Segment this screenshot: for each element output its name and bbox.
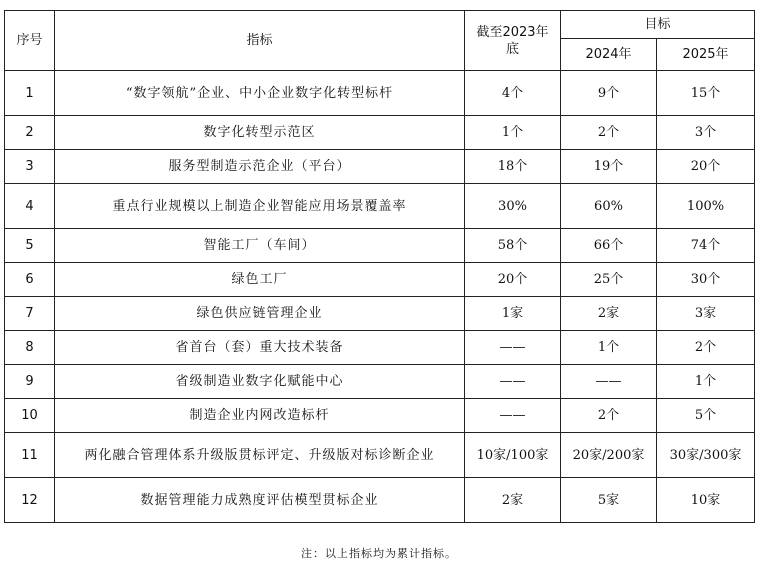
row-2025-target-cell: 5个 xyxy=(657,399,755,433)
row-2024-target-cell: 25个 xyxy=(561,263,657,297)
header-as-of-2023-label: 截至2023年底 xyxy=(476,24,549,57)
row-index-cell: 9 xyxy=(5,365,55,399)
row-2024-target-cell: 2家 xyxy=(561,297,657,331)
row-2023-value-cell: 1家 xyxy=(465,297,561,331)
row-2023-value-cell: 58个 xyxy=(465,229,561,263)
row-2024-target-cell: 5家 xyxy=(561,478,657,523)
row-index-cell: 11 xyxy=(5,433,55,478)
row-2025-target-cell: 74个 xyxy=(657,229,755,263)
table-row xyxy=(5,116,755,150)
row-2025-target-cell: 30家/300家 xyxy=(657,433,755,478)
header-index: 序号 xyxy=(5,11,55,71)
row-2023-value-cell: —— xyxy=(465,399,561,433)
row-2025-target-cell: 30个 xyxy=(657,263,755,297)
header-as-of-2023 xyxy=(465,11,561,71)
header-target: 目标 xyxy=(561,11,755,39)
row-index-cell: 12 xyxy=(5,478,55,523)
header-2025: 2025年 xyxy=(657,39,755,71)
table-note: 注：以上指标均为累计指标。 xyxy=(301,547,457,560)
table-row xyxy=(5,71,755,116)
row-2025-target-cell: 3家 xyxy=(657,297,755,331)
indicators-table xyxy=(4,10,755,523)
row-2023-value-cell: 18个 xyxy=(465,150,561,184)
row-indicator-cell: 制造企业内网改造标杆 xyxy=(55,399,465,433)
row-2024-target-cell: 20家/200家 xyxy=(561,433,657,478)
table-body xyxy=(5,71,755,523)
row-2023-value-cell: 20个 xyxy=(465,263,561,297)
row-2023-value-cell: 1个 xyxy=(465,116,561,150)
row-indicator-cell: 两化融合管理体系升级版贯标评定、升级版对标诊断企业 xyxy=(55,433,465,478)
row-2023-value-cell: 4个 xyxy=(465,71,561,116)
table-row xyxy=(5,365,755,399)
row-2024-target-cell: 19个 xyxy=(561,150,657,184)
table-row xyxy=(5,297,755,331)
row-2025-target-cell: 3个 xyxy=(657,116,755,150)
row-indicator-cell: 省级制造业数字化赋能中心 xyxy=(55,365,465,399)
row-2023-value-cell: 30% xyxy=(465,184,561,229)
row-index-cell: 8 xyxy=(5,331,55,365)
row-2024-target-cell: 9个 xyxy=(561,71,657,116)
table-row xyxy=(5,229,755,263)
row-index-cell: 5 xyxy=(5,229,55,263)
row-2024-target-cell: 2个 xyxy=(561,116,657,150)
row-2025-target-cell: 20个 xyxy=(657,150,755,184)
row-2024-target-cell: 2个 xyxy=(561,399,657,433)
table-row xyxy=(5,184,755,229)
row-2025-target-cell: 2个 xyxy=(657,331,755,365)
row-2025-target-cell: 1个 xyxy=(657,365,755,399)
row-index-cell: 4 xyxy=(5,184,55,229)
row-index-cell: 6 xyxy=(5,263,55,297)
row-2023-value-cell: 10家/100家 xyxy=(465,433,561,478)
row-index-cell: 1 xyxy=(5,71,55,116)
row-2023-value-cell: —— xyxy=(465,331,561,365)
row-indicator-cell: 服务型制造示范企业（平台） xyxy=(55,150,465,184)
row-indicator-cell: 省首台（套）重大技术装备 xyxy=(55,331,465,365)
table-row xyxy=(5,399,755,433)
row-indicator-cell: 绿色供应链管理企业 xyxy=(55,297,465,331)
table-row xyxy=(5,331,755,365)
table-row xyxy=(5,150,755,184)
row-indicator-cell: 数字化转型示范区 xyxy=(55,116,465,150)
row-index-cell: 3 xyxy=(5,150,55,184)
row-2024-target-cell: 1个 xyxy=(561,331,657,365)
header-2024: 2024年 xyxy=(561,39,657,71)
row-2024-target-cell: 66个 xyxy=(561,229,657,263)
row-2025-target-cell: 15个 xyxy=(657,71,755,116)
table-row xyxy=(5,478,755,523)
row-indicator-cell: 智能工厂（车间） xyxy=(55,229,465,263)
header-indicator: 指标 xyxy=(55,11,465,71)
row-2025-target-cell: 100% xyxy=(657,184,755,229)
row-indicator-cell: 绿色工厂 xyxy=(55,263,465,297)
row-indicator-cell: “数字领航”企业、中小企业数字化转型标杆 xyxy=(55,71,465,116)
row-2025-target-cell: 10家 xyxy=(657,478,755,523)
row-index-cell: 10 xyxy=(5,399,55,433)
row-indicator-cell: 重点行业规模以上制造企业智能应用场景覆盖率 xyxy=(55,184,465,229)
row-index-cell: 7 xyxy=(5,297,55,331)
table-row xyxy=(5,263,755,297)
row-2023-value-cell: 2家 xyxy=(465,478,561,523)
header-row xyxy=(5,11,755,39)
row-index-cell: 2 xyxy=(5,116,55,150)
row-2023-value-cell: —— xyxy=(465,365,561,399)
row-2024-target-cell: 60% xyxy=(561,184,657,229)
row-2024-target-cell: —— xyxy=(561,365,657,399)
table-row xyxy=(5,433,755,478)
row-indicator-cell: 数据管理能力成熟度评估模型贯标企业 xyxy=(55,478,465,523)
